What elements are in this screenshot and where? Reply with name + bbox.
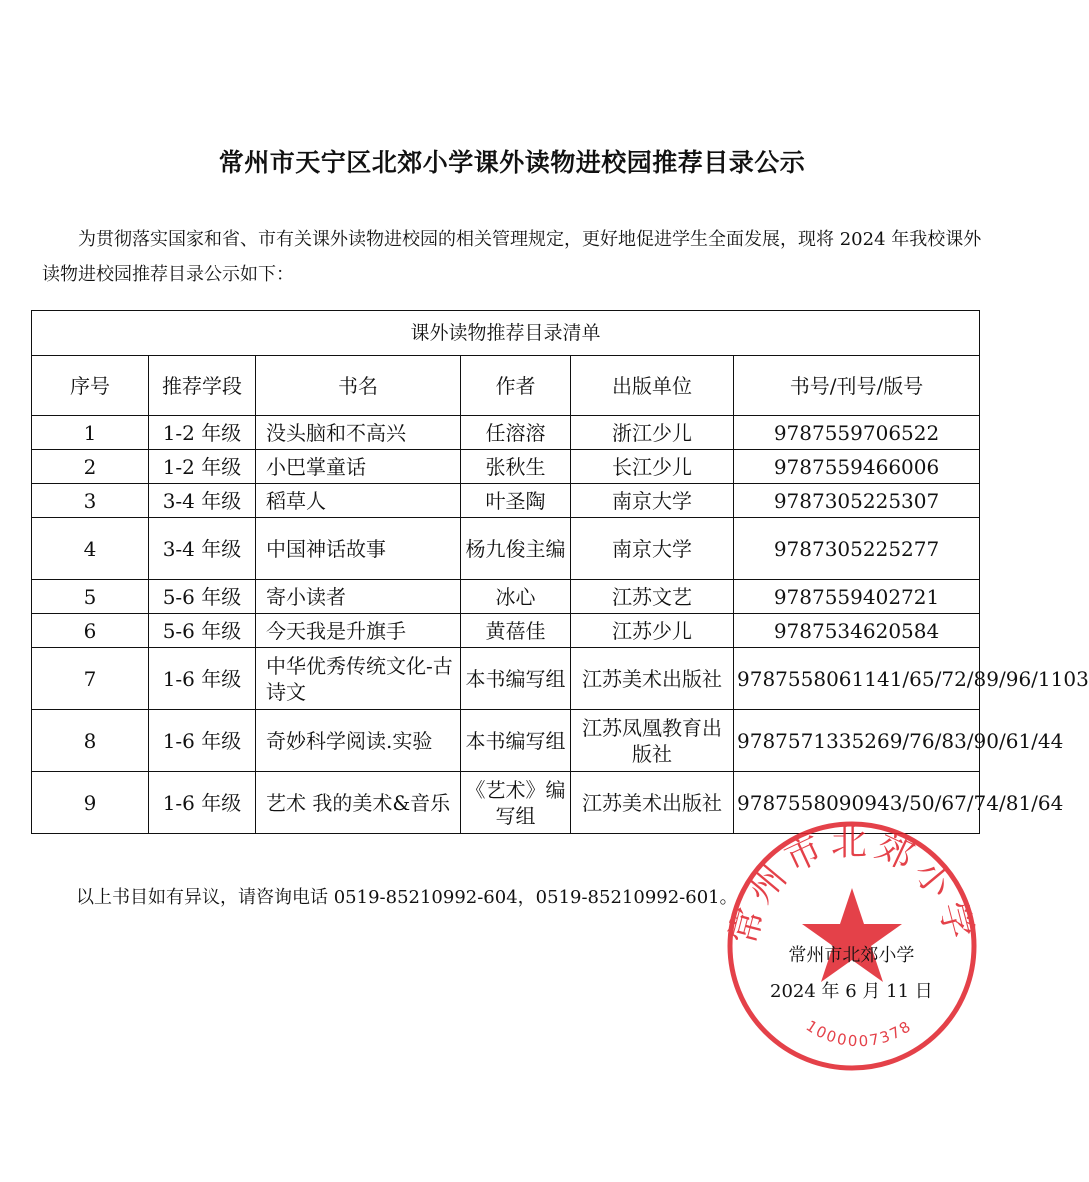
seal-code: 1000007378 xyxy=(802,1016,916,1051)
row-index: 2 xyxy=(32,450,149,484)
author-cell: 本书编写组 xyxy=(461,648,571,710)
isbn-cell: 9787559466006 xyxy=(734,450,980,484)
document-title: 常州市天宁区北郊小学课外读物进校园推荐目录公示 xyxy=(218,148,806,177)
author-cell: 叶圣陶 xyxy=(461,484,571,518)
publisher-cell: 江苏美术出版社 xyxy=(571,648,734,710)
contact-note: 以上书目如有异议，请咨询电话 0519-85210992-604，0519-85210992-601。 xyxy=(76,887,738,908)
grade-cell: 1-6 年级 xyxy=(149,648,256,710)
publisher-cell: 江苏文艺 xyxy=(571,580,734,614)
isbn-cell: 9787558061141/65/72/89/96/1103 xyxy=(734,648,980,710)
row-index: 1 xyxy=(32,416,149,450)
row-index: 3 xyxy=(32,484,149,518)
publisher-cell: 江苏凤凰教育出版社 xyxy=(571,710,734,772)
row-index: 5 xyxy=(32,580,149,614)
grade-cell: 1-2 年级 xyxy=(149,416,256,450)
grade-cell: 3-4 年级 xyxy=(149,518,256,580)
grade-cell: 5-6 年级 xyxy=(149,614,256,648)
reading-list-table xyxy=(31,310,1089,834)
author-cell: 张秋生 xyxy=(461,450,571,484)
author-cell: 任溶溶 xyxy=(461,416,571,450)
row-index: 9 xyxy=(32,772,149,834)
author-cell: 冰心 xyxy=(461,580,571,614)
row-index: 7 xyxy=(32,648,149,710)
publisher-cell: 南京大学 xyxy=(571,484,734,518)
isbn-cell: 9787534620584 xyxy=(734,614,980,648)
table-row xyxy=(32,710,980,772)
book-title-cell: 稻草人 xyxy=(256,484,461,518)
grade-cell: 1-2 年级 xyxy=(149,450,256,484)
publisher-cell: 浙江少儿 xyxy=(571,416,734,450)
header-cell: 出版单位 xyxy=(571,356,734,416)
grade-cell: 3-4 年级 xyxy=(149,484,256,518)
publisher-cell: 长江少儿 xyxy=(571,450,734,484)
intro-paragraph: 为贯彻落实国家和省、市有关课外读物进校园的相关管理规定，更好地促进学生全面发展，现将 2024 年我校课外读物进校园推荐目录公示如下： xyxy=(42,229,982,285)
header-cell: 书名 xyxy=(256,356,461,416)
publisher-cell: 江苏美术出版社 xyxy=(571,772,734,834)
isbn-cell: 9787305225307 xyxy=(734,484,980,518)
header-cell: 书号/刊号/版号 xyxy=(734,356,980,416)
header-cell: 序号 xyxy=(32,356,149,416)
row-index: 8 xyxy=(32,710,149,772)
signature-org: 常州市北郊小学 xyxy=(788,945,915,966)
author-cell: 杨九俊主编 xyxy=(461,518,571,580)
header-cell: 作者 xyxy=(461,356,571,416)
book-title-cell: 奇妙科学阅读.实验 xyxy=(256,710,461,772)
header-cell: 推荐学段 xyxy=(149,356,256,416)
book-title-cell: 艺术 我的美术&音乐 xyxy=(256,772,461,834)
table-row xyxy=(32,416,980,450)
table-row xyxy=(32,614,980,648)
author-cell: 本书编写组 xyxy=(461,710,571,772)
isbn-cell: 9787559402721 xyxy=(734,580,980,614)
author-cell: 《艺术》编写组 xyxy=(461,772,571,834)
grade-cell: 1-6 年级 xyxy=(149,710,256,772)
book-title-cell: 小巴掌童话 xyxy=(256,450,461,484)
table-row xyxy=(32,484,980,518)
publisher-cell: 江苏少儿 xyxy=(571,614,734,648)
author-cell: 黄蓓佳 xyxy=(461,614,571,648)
isbn-cell: 9787571335269/76/83/90/61/44 xyxy=(734,710,980,772)
isbn-cell: 9787305225277 xyxy=(734,518,980,580)
table-row xyxy=(32,518,980,580)
row-index: 6 xyxy=(32,614,149,648)
signature-date: 2024 年 6 月 11 日 xyxy=(770,981,933,1002)
table-row xyxy=(32,648,980,710)
book-title-cell: 中华优秀传统文化-古诗文 xyxy=(256,648,461,710)
table-caption: 课外读物推荐目录清单 xyxy=(32,311,980,356)
table-row xyxy=(32,580,980,614)
isbn-cell: 9787558090943/50/67/74/81/64 xyxy=(734,772,980,834)
table-header-row xyxy=(32,356,980,416)
signature-block xyxy=(770,938,933,1010)
publisher-cell: 南京大学 xyxy=(571,518,734,580)
book-title-cell: 寄小读者 xyxy=(256,580,461,614)
grade-cell: 5-6 年级 xyxy=(149,580,256,614)
book-title-cell: 没头脑和不高兴 xyxy=(256,416,461,450)
book-title-cell: 中国神话故事 xyxy=(256,518,461,580)
isbn-cell: 9787559706522 xyxy=(734,416,980,450)
book-title-cell: 今天我是升旗手 xyxy=(256,614,461,648)
grade-cell: 1-6 年级 xyxy=(149,772,256,834)
seal-name: 常州市北郊小学 xyxy=(722,822,982,949)
row-index: 4 xyxy=(32,518,149,580)
table-row xyxy=(32,450,980,484)
